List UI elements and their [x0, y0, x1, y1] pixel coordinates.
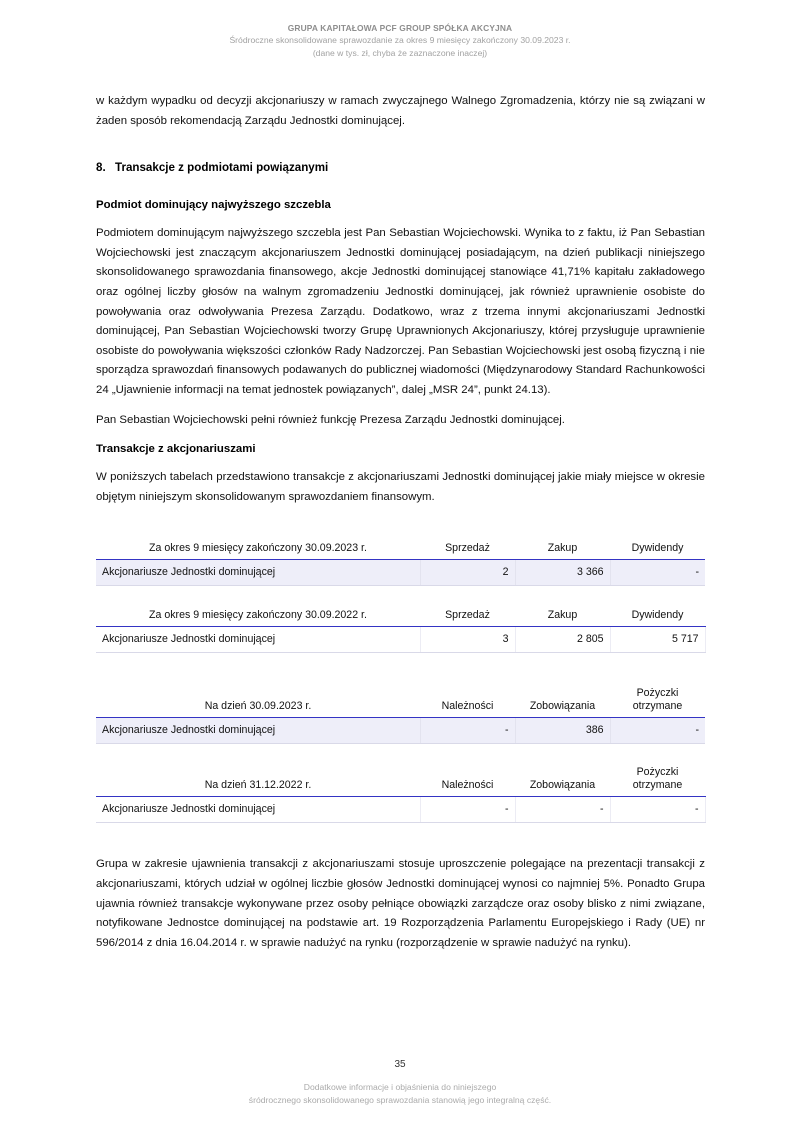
row-value-loans-received: -	[610, 797, 705, 823]
row-value-loans-received: -	[610, 718, 705, 744]
transactions-table-2022	[96, 606, 706, 653]
table-column-header-liabilities: Zobowiązania	[515, 764, 610, 797]
report-units-note: (dane w tys. zł, chyba że zaznaczone inaczej)	[312, 47, 488, 58]
table-header-row	[96, 606, 705, 627]
document-running-header	[96, 22, 704, 59]
row-label: Akcjonariusze Jednostki dominującej	[96, 718, 420, 744]
balances-table-2022	[96, 764, 706, 823]
loans-header-line2: otrzymane	[632, 700, 683, 713]
report-subtitle: Śródroczne skonsolidowane sprawozdanie za okres 9 miesięcy zakończony 30.09.2023 r.	[229, 35, 571, 45]
intro-paragraph: w każdym wypadku od decyzji akcjonariuszy w ramach zwyczajnego Walnego Zgromadzenia, którzy nie są związani w żaden sposób rekomendacją Zarządu Jednostki dominującej.	[96, 95, 705, 127]
table-row	[96, 627, 705, 653]
closing-paragraph: Grupa w zakresie ujawnienia transakcji z akcjonariuszami stosuje uproszczenie polegające na prezentacji transakcji z akcjonariuszami, których udział w ogólnej liczbie głosów Jednostki dominującej wynosi co najmniej 5%. Ponadto Grupa ujawnia również transakcje wykonywane przez osoby pełniące obowiązki zarządcze oraz osoby blisko z nimi związane, notyfikowane Jednostce dominującej na podstawie art. 19 Rozporządzenia Parlamentu Europejskiego i Rady (UE) nr 596/2014 z dnia 16.04.2014 r. w sprawie nadużyć na rynku (rozporządzenie w sprawie nadużyć na rynku).	[96, 858, 705, 949]
table-header-row	[96, 764, 705, 797]
table-column-header-dividends: Dywidendy	[610, 539, 705, 560]
table-column-header-dividends: Dywidendy	[610, 606, 705, 627]
row-value-sales: 3	[420, 627, 515, 653]
balances-table-2023	[96, 685, 705, 744]
tables-intro-paragraph: W poniższych tabelach przedstawiono transakcje z akcjonariuszami Jednostki dominującej jakie miały miejsce w okresie objętym niniejszym skonsolidowanym sprawozdaniem finansowym.	[96, 471, 705, 503]
table-header-row	[96, 685, 705, 718]
table-date-header: Na dzień 31.12.2022 r.	[96, 764, 420, 797]
table-column-header-sales: Sprzedaż	[420, 606, 515, 627]
document-body	[96, 92, 705, 953]
parent-entity-paragraph: Podmiotem dominującym najwyższego szczebla jest Pan Sebastian Wojciechowski. Wynika to z faktu, iż Pan Sebastian Wojciechowski jest znaczącym akcjonariuszem Jednostki dominującej posiadającym, na dzień publikacji niniejszego skonsolidowanego sprawozdania finansowego, akcje Jednostki dominującej stanowiące 41,71% kapitału zakładowego oraz ogólnej liczby głosów na walnym zgromadzeniu Jednostki dominującej, jak również uprawnienie osobiste do powoływania oraz odwoływania Prezesa Zarządu. Dodatkowo, wraz z trzema innymi akcjonariuszami Jednostki dominującej, Pan Sebastian Wojciechowski tworzy Grupę Uprawnionych Akcjonariuszy, której przysługuje uprawnienie osobiste do powoływania większości członków Rady Nadzorczej. Pan Sebastian Wojciechowski jest osobą fizyczną i nie sporządza sprawozdań finansowych podawanych do publicznej wiadomości (Międzynarodowy Standard Rachunkowości 24 „Ujawnienie informacji na temat jednostek powiązanych”, dalej „MSR 24”, punkt 24.13).	[96, 227, 705, 396]
row-value-receivables: -	[420, 718, 515, 744]
company-name: GRUPA KAPITAŁOWA PCF GROUP SPÓŁKA AKCYJNA	[287, 23, 513, 33]
loans-header-line1: Pożyczki	[636, 687, 679, 700]
subsection-heading-parent-entity: Podmiot dominujący najwyższego szczebla	[96, 199, 331, 212]
footer-note-line2: śródrocznego skonsolidowanego sprawozdania stanowią jego integralną część.	[248, 1094, 552, 1105]
table-column-header-purchase: Zakup	[515, 606, 610, 627]
loans-header-line2: otrzymane	[632, 779, 683, 792]
table-header-row	[96, 539, 705, 560]
row-value-dividends: 5 717	[610, 627, 705, 653]
row-label: Akcjonariusze Jednostki dominującej	[96, 797, 420, 823]
page-number: 35	[394, 1059, 406, 1070]
document-footer	[96, 1058, 704, 1106]
row-value-dividends: -	[610, 560, 705, 586]
section-heading-text: Transakcje z podmiotami powiązanymi	[115, 161, 329, 175]
table-column-header-loans-received	[610, 764, 705, 797]
row-value-liabilities: 386	[515, 718, 610, 744]
table-row	[96, 797, 705, 823]
table-period-header: Za okres 9 miesięcy zakończony 30.09.2022 r.	[96, 606, 420, 627]
row-value-receivables: -	[420, 797, 515, 823]
row-label: Akcjonariusze Jednostki dominującej	[96, 627, 420, 653]
row-value-liabilities: -	[515, 797, 610, 823]
table-column-header-sales: Sprzedaż	[420, 539, 515, 560]
loans-header-line1: Pożyczki	[636, 766, 679, 779]
table-row	[96, 718, 705, 744]
section-heading	[96, 159, 705, 177]
table-column-header-receivables: Należności	[420, 685, 515, 718]
footer-note-line1: Dodatkowe informacje i objaśnienia do niniejszego	[303, 1082, 497, 1092]
table-date-header: Na dzień 30.09.2023 r.	[96, 685, 420, 718]
section-number: 8.	[96, 161, 106, 175]
row-value-purchase: 2 805	[515, 627, 610, 653]
table-column-header-loans-received	[610, 685, 705, 718]
row-value-purchase: 3 366	[515, 560, 610, 586]
table-row	[96, 560, 705, 586]
subsection-heading-shareholder-transactions: Transakcje z akcjonariuszami	[96, 443, 256, 456]
table-column-header-liabilities: Zobowiązania	[515, 685, 610, 718]
row-value-sales: 2	[420, 560, 515, 586]
transactions-table-2023	[96, 539, 705, 586]
table-period-header: Za okres 9 miesięcy zakończony 30.09.2023 r.	[96, 539, 420, 560]
table-column-header-purchase: Zakup	[515, 539, 610, 560]
table-column-header-receivables: Należności	[420, 764, 515, 797]
row-label: Akcjonariusze Jednostki dominującej	[96, 560, 420, 586]
president-role-paragraph: Pan Sebastian Wojciechowski pełni również funkcję Prezesa Zarządu Jednostki dominującej.	[96, 413, 565, 426]
